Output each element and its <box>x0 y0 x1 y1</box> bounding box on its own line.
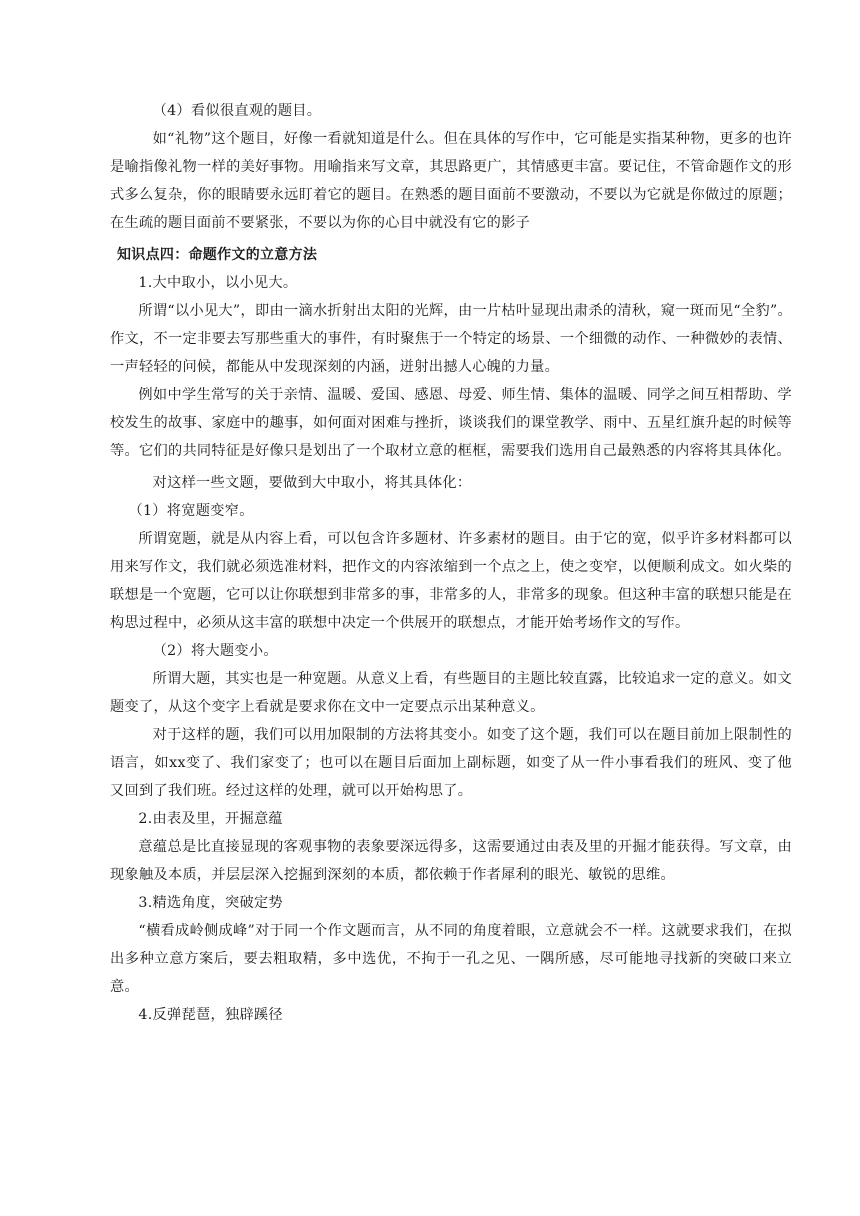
sub-heading-narrow-topic: （1）将宽题变窄。 <box>128 503 254 519</box>
document-body <box>110 97 792 1029</box>
paragraph-wide-topic: 所谓宽题，就是从内容上看，可以包含许多题材、许多素材的题目。由于它的宽，似乎许多材料都可以用来写作文，我们就必须选准材料，把作文的内容浓缩到一个点之上，使之变窄，以便顺利成文。如火柴的联想是一个宽题，它可以让你联想到非常多的事，非常多的人，非常多的现象。但这种丰富的联想只能是在构思过程中，必须从这丰富的联想中决定一个供展开的联想点，才能开始考场作文的写作。 <box>110 531 792 631</box>
sub-heading-4: （4）看似很直观的题目。 <box>152 103 322 119</box>
sub-heading-shrink-topic: （2）将大题变小。 <box>152 643 278 659</box>
paragraph-big-topic: 所谓大题，其实也是一种宽题。从意义上看，有些题目的主题比较直露，比较追求一定的意义。如文题变了，从这个变字上看就是要求你在文中一定要点示出某种意义。 <box>110 671 792 715</box>
method-3-heading: 3.精选角度，突破定势 <box>138 895 283 911</box>
method-4-heading: 4.反弹琵琶，独辟蹊径 <box>138 1007 283 1023</box>
paragraph-small-to-large: 所谓“以小见大”，即由一滴水折射出太阳的光辉，由一片枯叶显现出肃杀的清秋，窥一斑而见“全豹”。作文，不一定非要去写那些重大的事件，有时聚焦于一个特定的场景、一个细微的动作、一种微妙的表情、一声轻轻的问候，都能从中发现深刻的内涵，迸射出撼人心魄的力量。 <box>110 303 792 375</box>
paragraph-concretize: 对这样一些文题，要做到大中取小，将其具体化： <box>152 475 472 491</box>
paragraph-surface-to-depth: 意蕴总是比直接显现的客观事物的表象要深远得多，这需要通过由表及里的开掘才能获得。写文章，由现象触及本质，并层层深入挖掘到深刻的本质，都依赖于作者犀利的眼光、敏锐的思维。 <box>110 839 792 883</box>
section-heading-knowledge-point-4: 知识点四：命题作文的立意方法 <box>117 247 318 263</box>
method-1-heading: 1.大中取小，以小见大。 <box>138 275 298 291</box>
paragraph-common-topics: 例如中学生常写的关于亲情、温暖、爱国、感恩、母爱、师生情、集体的温暖、同学之间互相帮助、学校发生的故事、家庭中的趣事，如何面对困难与挫折，谈谈我们的课堂教学、雨中、五星红旗升起的时候等等。它们的共同特征是好像只是划出了一个取材立意的框框，需要我们选用自己最熟悉的内容将其具体化。 <box>110 387 792 459</box>
paragraph-restrict-method: 对于这样的题，我们可以用加限制的方法将其变小。如变了这个题，我们可以在题目前加上限制性的语言，如xx变了、我们家变了；也可以在题目后面加上副标题，如变了从一件小事看我们的班风、变了他又回到了我们班。经过这样的处理，就可以开始构思了。 <box>110 727 792 799</box>
paragraph-choose-angle: “横看成岭侧成峰”对于同一个作文题而言，从不同的角度着眼，立意就会不一样。这就要求我们，在拟出多种立意方案后，要去粗取精，多中选优，不拘于一孔之见、一隅所感，尽可能地寻找新的突破口来立意。 <box>110 923 792 995</box>
paragraph-gift-example: 如“礼物”这个题目，好像一看就知道是什么。但在具体的写作中，它可能是实指某种物，更多的也许是喻指像礼物一样的美好事物。用喻指来写文章，其思路更广，其情感更丰富。要记住，不管命题作文的形式多么复杂，你的眼睛要永远盯着它的题目。在熟悉的题目面前不要激动，不要以为它就是你做过的原题；在生疏的题目面前不要紧张，不要以为你的心目中就没有它的影子 <box>110 131 792 231</box>
method-2-heading: 2.由表及里，开掘意蕴 <box>138 811 283 827</box>
